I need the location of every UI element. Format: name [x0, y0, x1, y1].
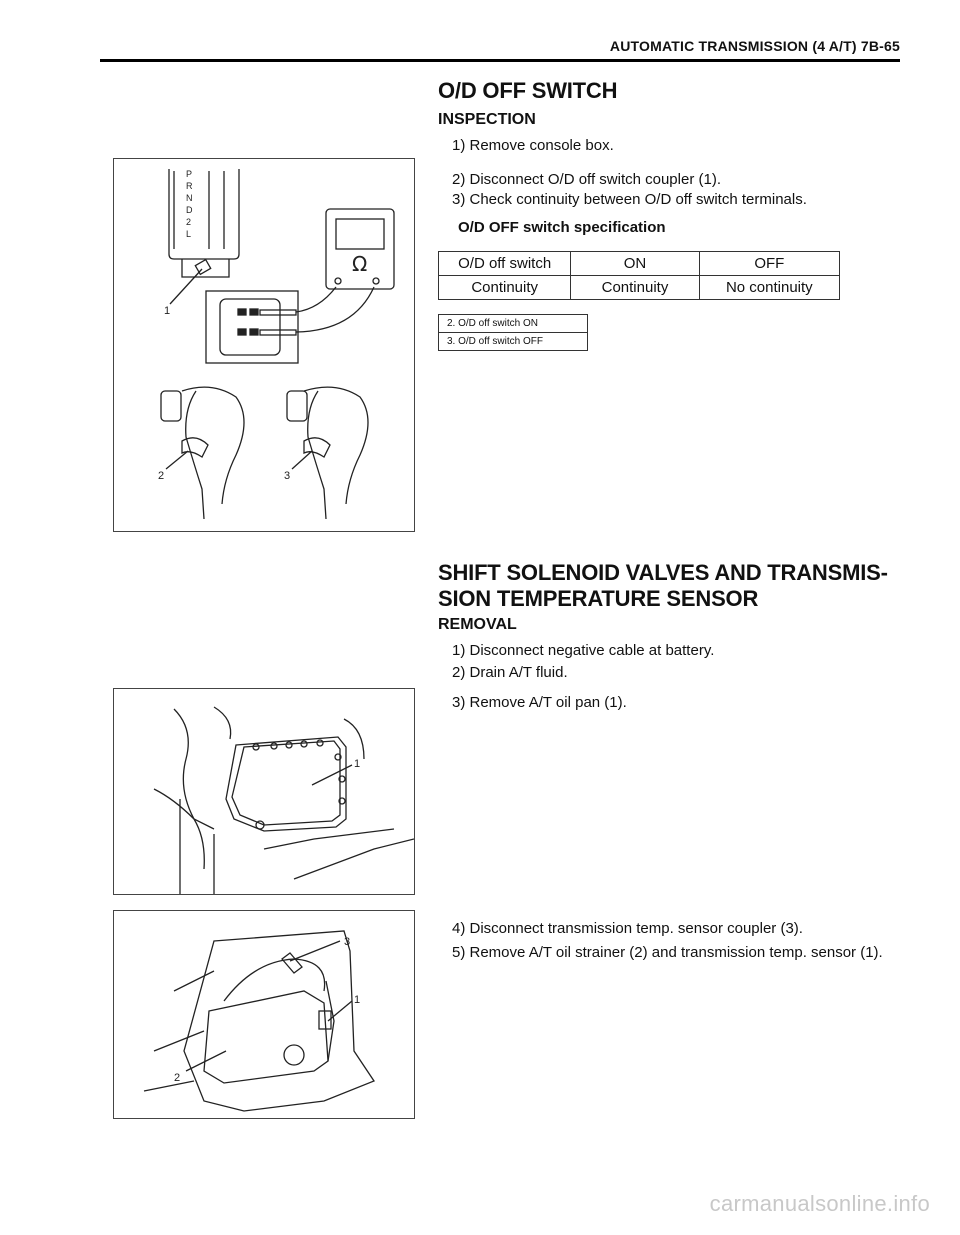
- spec-cell: No continuity: [699, 276, 839, 300]
- callout-label: 3: [344, 936, 351, 948]
- callout-label: 2: [158, 470, 165, 482]
- ohm-symbol: Ω: [352, 252, 368, 276]
- selector-letter: D: [186, 205, 193, 215]
- callout-label: 1: [354, 994, 361, 1006]
- section-subtitle-inspection: INSPECTION: [438, 111, 536, 128]
- selector-letter: R: [186, 181, 193, 191]
- step-1: 1) Disconnect negative cable at battery.: [452, 642, 715, 659]
- figure-od-off-switch-drawing: [114, 159, 414, 531]
- spec-table-row: [439, 276, 840, 300]
- figure-od-off-switch: [113, 158, 415, 532]
- spec-cell: ON: [571, 252, 699, 276]
- section-title-shift-solenoid-line2: SION TEMPERATURE SENSOR: [438, 586, 759, 611]
- spec-cell: Continuity: [571, 276, 699, 300]
- watermark: carmanualsonline.info: [709, 1191, 930, 1216]
- figure-oil-strainer-drawing: [114, 911, 414, 1118]
- page-header-title: AUTOMATIC TRANSMISSION (4 A/T) 7B-65: [609, 38, 900, 54]
- legend-item: 2. O/D off switch ON: [439, 315, 588, 333]
- step-5: 5) Remove A/T oil strainer (2) and transmission temp. sensor (1).: [452, 944, 883, 961]
- header-rule: [100, 59, 900, 62]
- section-title-od-off-switch: O/D OFF SWITCH: [438, 78, 618, 103]
- figure-oil-pan-drawing: [114, 689, 414, 894]
- selector-letter: L: [186, 229, 192, 239]
- spec-cell: OFF: [699, 252, 839, 276]
- callout-label: 1: [354, 758, 361, 770]
- section-title-shift-solenoid-line1: SHIFT SOLENOID VALVES AND TRANSMIS-: [438, 560, 888, 585]
- selector-letter: P: [186, 169, 193, 179]
- callout-label: 2: [174, 1072, 181, 1084]
- figure-oil-strainer: [113, 910, 415, 1119]
- spec-cell: Continuity: [439, 276, 571, 300]
- step-2: 2) Drain A/T fluid.: [452, 664, 568, 681]
- legend-item: 3. O/D off switch OFF: [439, 333, 588, 351]
- step-3: 3) Check continuity between O/D off switch terminals.: [452, 191, 807, 208]
- callout-label: 3: [284, 470, 291, 482]
- step-1: 1) Remove console box.: [452, 137, 614, 154]
- selector-letter: 2: [186, 217, 192, 227]
- step-4: 4) Disconnect transmission temp. sensor coupler (3).: [452, 920, 803, 937]
- spec-cell: O/D off switch: [439, 252, 571, 276]
- callout-label: 1: [164, 305, 171, 317]
- figure-oil-pan: [113, 688, 415, 895]
- section-subtitle-removal: REMOVAL: [438, 616, 517, 633]
- spec-table: [438, 251, 840, 300]
- spec-table-header-row: [439, 252, 840, 276]
- figure-legend: [438, 314, 588, 351]
- step-2: 2) Disconnect O/D off switch coupler (1).: [452, 171, 721, 188]
- selector-letter: N: [186, 193, 193, 203]
- spec-title: O/D OFF switch specification: [458, 219, 666, 236]
- step-3: 3) Remove A/T oil pan (1).: [452, 694, 627, 711]
